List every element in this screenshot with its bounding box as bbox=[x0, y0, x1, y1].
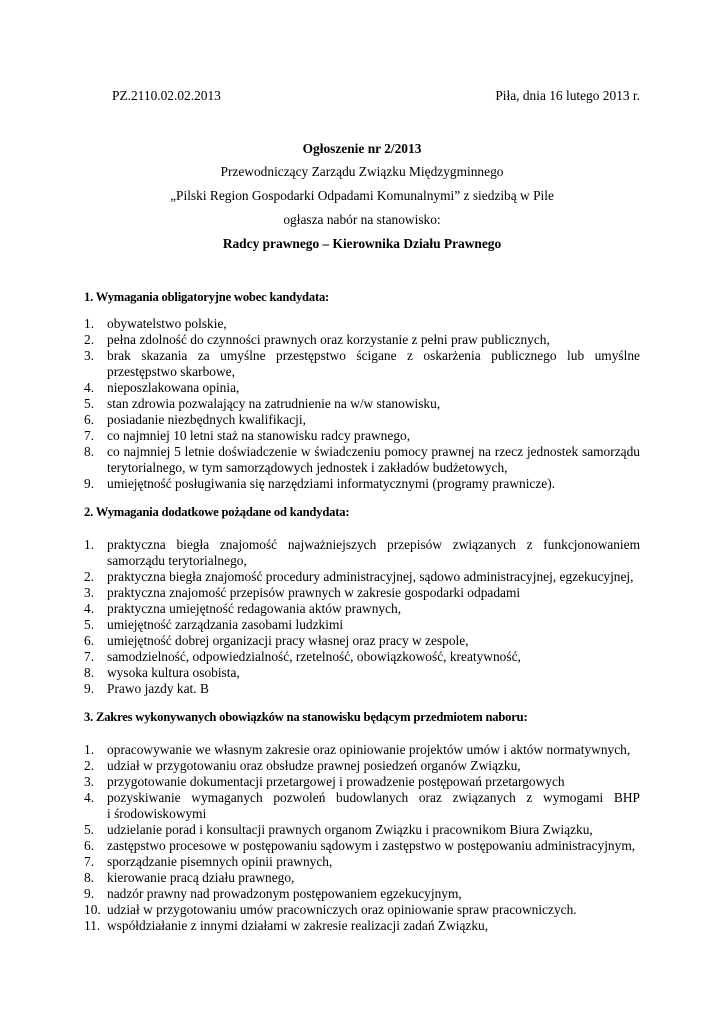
list-item: 7. samodzielność, odpowiedzialność, rzetelność, obowiązkowość, kreatywność, bbox=[84, 649, 521, 664]
list-item: 2. pełna zdolność do czynności prawnych oraz korzystanie z pełni praw publicznych, bbox=[84, 332, 550, 347]
section-2-title: 2. Wymagania dodatkowe pożądane od kandydata: bbox=[84, 505, 350, 519]
list-item: 5. umiejętność zarządzania zasobami ludzkimi bbox=[84, 617, 344, 632]
list-item: 6. zastępstwo procesowe w postępowaniu sądowym i zastępstwo w postępowaniu administracyjnym, bbox=[84, 838, 636, 853]
section-3-list bbox=[84, 742, 640, 934]
place-and-date: Piła, dnia 16 lutego 2013 r. bbox=[495, 88, 640, 103]
list-item: 6. posiadanie niezbędnych kwalifikacji, bbox=[84, 412, 306, 427]
list-item: 2. praktyczna biegła znajomość procedury administracyjnej, sądowo administracyjnej, egzekucyjnej, bbox=[84, 569, 634, 584]
list-item: 9. nadzór prawny nad prowadzonym postępowaniem egzekucyjnym, bbox=[84, 886, 462, 901]
document-header bbox=[84, 88, 640, 106]
reference-number: PZ.2110.02.02.2013 bbox=[112, 88, 221, 103]
list-item: 8. wysoka kultura osobista, bbox=[84, 665, 240, 680]
list-item: 3. brak skazania za umyślne przestępstwo ścigane z oskarżenia publicznego lub umyślne przestępstwo skarbowe, bbox=[84, 348, 640, 379]
list-item: 7. sporządzanie pisemnych opinii prawnych, bbox=[84, 854, 333, 869]
title-line-2: „Pilski Region Gospodarki Odpadami Komunalnymi” z siedzibą w Pile bbox=[170, 188, 554, 203]
list-item: 10. udział w przygotowaniu umów pracowniczych oraz opiniowanie spraw pracowniczych. bbox=[84, 902, 577, 917]
list-item: 1. opracowywanie we własnym zakresie oraz opiniowanie projektów umów i aktów normatywnych, bbox=[84, 742, 631, 757]
list-item: 3. przygotowanie dokumentacji przetargowej i prowadzenie postępowań przetargowych bbox=[84, 774, 565, 789]
list-item: 11. współdziałanie z innymi działami w zakresie realizacji zadań Związku, bbox=[84, 918, 489, 933]
list-item: 4. praktyczna umiejętność redagowania aktów prawnych, bbox=[84, 601, 402, 616]
position-title: Radcy prawnego – Kierownika Działu Prawnego bbox=[222, 236, 502, 251]
announcement-number: Ogłoszenie nr 2/2013 bbox=[302, 141, 422, 156]
list-item: 2. udział w przygotowaniu oraz obsłudze prawnej posiedzeń organów Związku, bbox=[84, 758, 521, 773]
list-item: 5. stan zdrowia pozwalający na zatrudnienie na w/w stanowisku, bbox=[84, 396, 441, 411]
list-item: 1. praktyczna biegła znajomość najważniejszych przepisów związanych z funkcjonowaniem samorządu terytorialnego, bbox=[84, 537, 640, 568]
list-item: 4. pozyskiwanie wymaganych pozwoleń budowlanych oraz związanych z wymogami BHP i środowiskowymi bbox=[84, 790, 640, 821]
list-item: 4. nieposzlakowana opinia, bbox=[84, 380, 240, 395]
section-3-title: 3. Zakres wykonywanych obowiązków na stanowisku będącym przedmiotem naboru: bbox=[84, 710, 528, 724]
list-item: 1. obywatelstwo polskie, bbox=[84, 316, 227, 331]
title-line-1: Przewodniczący Zarządu Związku Międzygminnego bbox=[220, 164, 504, 179]
list-item: 9. Prawo jazdy kat. B bbox=[84, 681, 209, 696]
section-1-list bbox=[84, 316, 640, 492]
list-item: 5. udzielanie porad i konsultacji prawnych organom Związku i pracownikom Biura Związku, bbox=[84, 822, 593, 837]
title-line-3: ogłasza nabór na stanowisko: bbox=[283, 212, 441, 227]
list-item: 8. kierowanie pracą działu prawnego, bbox=[84, 870, 295, 885]
list-item: 8. co najmniej 5 letnie doświadczenie w świadczeniu pomocy prawnej na rzecz jednostek samorządu terytorialnego, w tym samorządowych jednostek i zakładów budżetowych, bbox=[84, 444, 640, 475]
section-1-title: 1. Wymagania obligatoryjne wobec kandydata: bbox=[84, 290, 330, 304]
list-item: 9. umiejętność posługiwania się narzędziami informatycznymi (programy prawnicze). bbox=[84, 476, 556, 491]
list-item: 6. umiejętność dobrej organizacji pracy własnej oraz pracy w zespole, bbox=[84, 633, 469, 648]
list-item: 7. co najmniej 10 letni staż na stanowisku radcy prawnego, bbox=[84, 428, 411, 443]
list-item: 3. praktyczna znajomość przepisów prawnych w zakresie gospodarki odpadami bbox=[84, 585, 521, 600]
section-2-list bbox=[84, 537, 640, 697]
